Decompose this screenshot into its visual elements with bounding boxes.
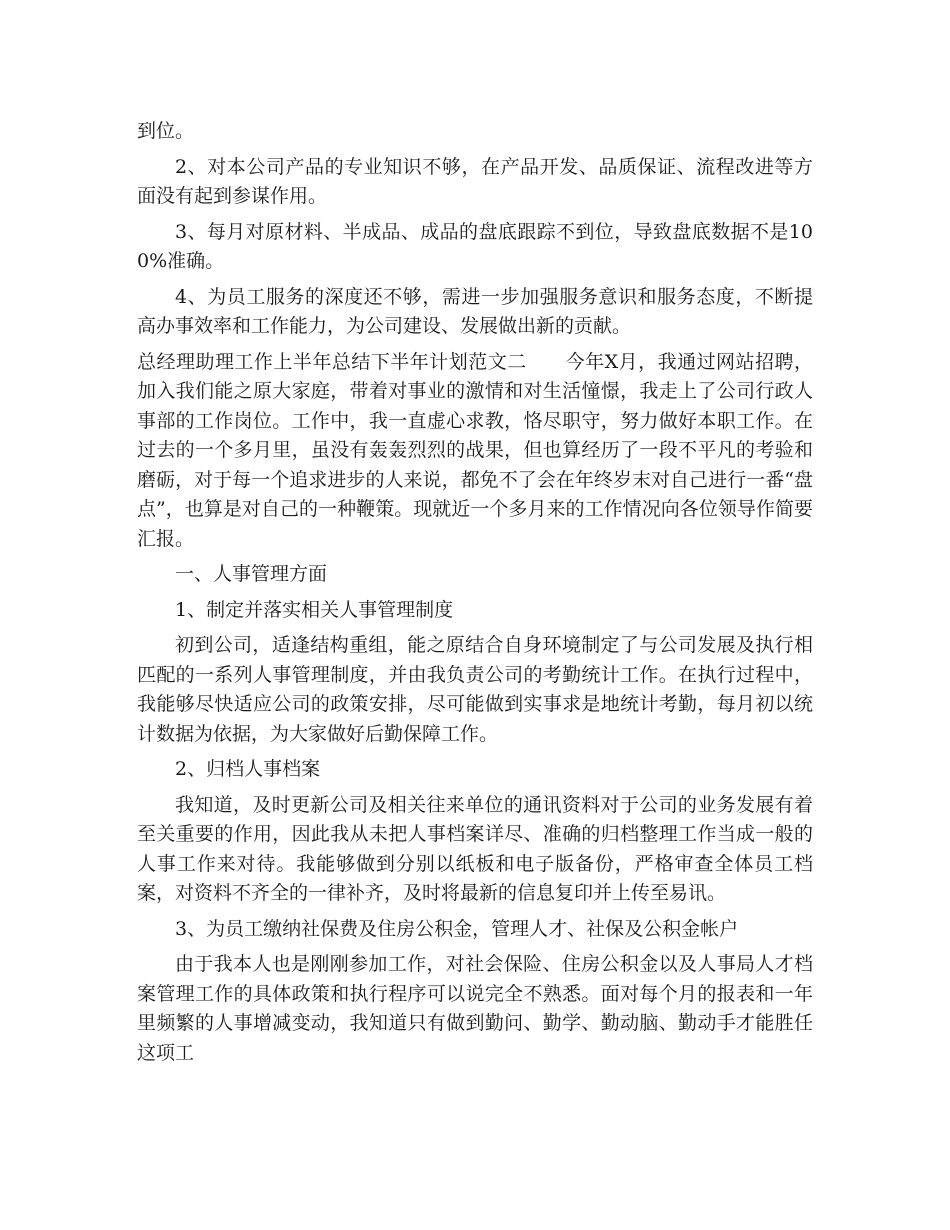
document-body (137, 117, 813, 1068)
paragraph: 我知道，及时更新公司及相关往来单位的通讯资料对于公司的业务发展有着至关重要的作用，因此我从未把人事档案详尽、准确的归档整理工作当成一般的人事工作来对待。我能够做到分别以纸板和电子版备份，严格审查全体员工档案，对资料不齐全的一律补齐，及时将最新的信息复印并上传至易讯。 (137, 793, 813, 904)
paragraph: 总经理助理工作上半年总结下半年计划范文二 今年X月，我通过网站招聘，加入我们能之原大家庭，带着对事业的激情和对生活憧憬，我走上了公司行政人事部的工作岗位。工作中，我一直虚心求教，恪尽职守，努力做好本职工作。在过去的一个多月里，虽没有轰轰烈烈的战果，但也算经历了一段不平凡的考验和磨砺，对于每一个追求进步的人来说，都免不了会在年终岁末对自己进行一番“盘点”，也算是对自己的一种鞭策。现就近一个多月来的工作情况向各位领导作简要汇报。 (137, 350, 813, 550)
paragraph: 由于我本人也是刚刚参加工作，对社会保险、住房公积金以及人事局人才档案管理工作的具体政策和执行程序可以说完全不熟悉。面对每个月的报表和一年里频繁的人事增减变动，我知道只有做到勤问、勤学、勤动脑、勤动手才能胜任这项工 (137, 953, 813, 1064)
paragraph: 2、对本公司产品的专业知识不够，在产品开发、品质保证、流程改进等方面没有起到参谋作用。 (137, 155, 813, 207)
section-heading: 一、人事管理方面 (175, 563, 328, 585)
paragraph: 3、每月对原材料、半成品、成品的盘底跟踪不到位，导致盘底数据不是100%准确。 (137, 220, 813, 272)
paragraph: 初到公司，适逢结构重组，能之原结合自身环境制定了与公司发展及执行相匹配的一系列人事管理制度，并由我负责公司的考勤统计工作。在执行过程中，我能够尽快适应公司的政策安排，尽可能做到实事求是地统计考勤，每月初以统计数据为依据，为大家做好后勤保障工作。 (137, 634, 813, 745)
subsection-heading: 2、归档人事档案 (175, 758, 321, 780)
subsection-heading: 1、制定并落实相关人事管理制度 (175, 598, 454, 621)
subsection-heading: 3、为员工缴纳社保费及住房公积金，管理人才、社保及公积金帐户 (175, 917, 739, 940)
paragraph: 4、为员工服务的深度还不够，需进一步加强服务意识和服务态度，不断提高办事效率和工作能力，为公司建设、发展做出新的贡献。 (137, 285, 813, 337)
paragraph: 到位。 (137, 120, 195, 142)
